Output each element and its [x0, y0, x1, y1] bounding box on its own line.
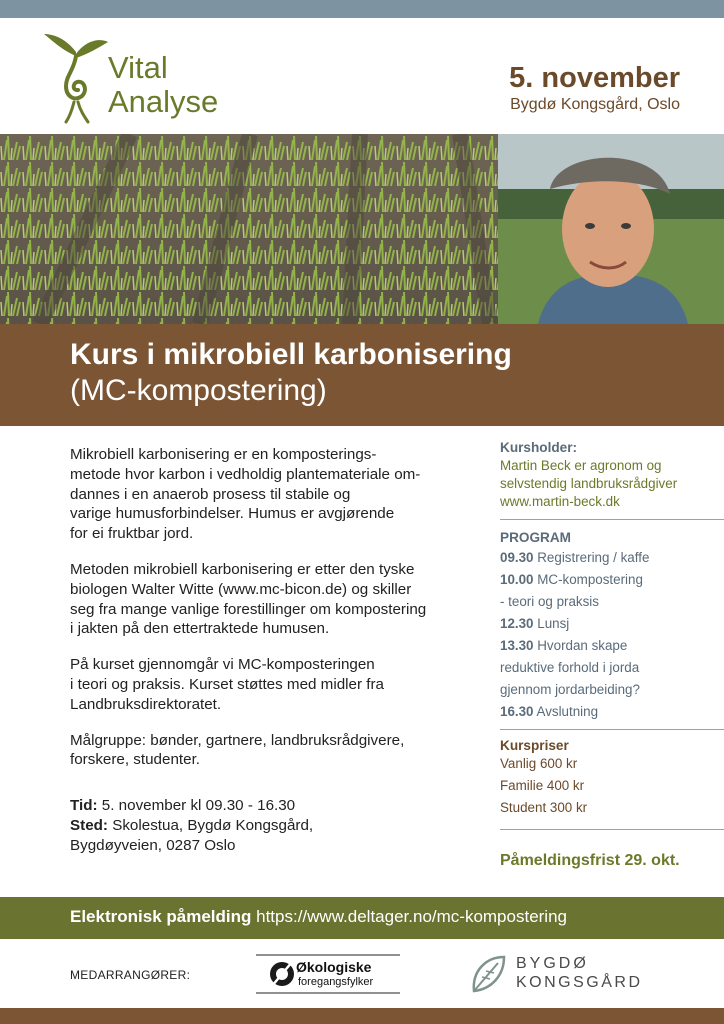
- time-line: Tid: 5. november kl 09.30 - 16.30: [70, 797, 296, 814]
- divider: [500, 729, 724, 730]
- okologiske-foregangsfylker-logo: [256, 954, 400, 994]
- bygdo-line-1: BYGDØ: [516, 955, 589, 972]
- host-line: Martin Beck er agronom og: [500, 458, 662, 473]
- place-line: Sted: Skolestua, Bygdø Kongsgård,: [70, 817, 314, 834]
- program-item: 10.00 MC-kompostering: [500, 572, 643, 587]
- top-bar: [0, 0, 724, 18]
- program-heading: PROGRAM: [500, 530, 571, 545]
- sidebar: [500, 440, 724, 830]
- program-item: gjennom jordarbeiding?: [500, 682, 640, 697]
- registration-link[interactable]: https://www.deltager.no/mc-kompostering: [256, 907, 567, 926]
- registration-label: Elektronisk påmelding: [70, 907, 252, 926]
- event-details: [70, 796, 313, 856]
- registration-deadline: Påmeldingsfrist 29. okt.: [500, 852, 680, 869]
- program-list: [500, 547, 724, 723]
- host-line: selvstendig landbruksrådgiver: [500, 476, 678, 491]
- oko-line-1: Økologiske: [296, 959, 372, 975]
- co-organizers-label: MEDARRANGØRER:: [70, 968, 191, 982]
- program-item: - teori og praksis: [500, 594, 599, 609]
- logo-word-vital: Vital: [108, 50, 168, 85]
- price-item: Familie 400 kr: [500, 778, 585, 793]
- price-item: Vanlig 600 kr: [500, 756, 578, 771]
- price-item: Student 300 kr: [500, 800, 588, 815]
- host-heading: Kursholder:: [500, 440, 578, 455]
- description-paragraph-3: På kurset gjennomgår vi MC-komposteringen i teori og praksis. Kurset støttes med midler fra Landbruksdirektoratet.: [70, 656, 384, 713]
- oko-line-2: foregangsfylker: [298, 976, 374, 988]
- description-paragraph-1: Mikrobiell karbonisering er en komposterings- metode hvor karbon i vedholdig plantemateriale om- dannes i en anaerob prosess til stabile og varige humusforbindelser. Humus er avgjørende for ei fruktbar jord.: [70, 446, 421, 543]
- bottom-bar: [0, 1008, 724, 1024]
- program-item: 09.30 Registrering / kaffe: [500, 550, 650, 565]
- target-group: Målgruppe: bønder, gartnere, landbruksrådgivere, forskere, studenter.: [70, 731, 405, 769]
- sprout-icon: [44, 30, 108, 125]
- divider: [500, 829, 724, 830]
- field-photo: [0, 134, 498, 324]
- bygdo-line-2: KONGSGÅRD: [516, 974, 643, 991]
- price-list: [500, 753, 724, 819]
- prices-heading: Kurspriser: [500, 738, 569, 753]
- instructor-portrait: [498, 134, 724, 324]
- bygdo-kongsgard-logo: [468, 953, 668, 995]
- event-place: Bygdø Kongsgård, Oslo: [510, 96, 680, 113]
- program-item: 16.30 Avslutning: [500, 704, 599, 719]
- program-item: 12.30 Lunsj: [500, 616, 570, 631]
- course-subtitle: (MC-kompostering): [70, 374, 327, 407]
- place-line-2: Bygdøyveien, 0287 Oslo: [70, 837, 236, 854]
- event-date: 5. november: [509, 62, 680, 94]
- registration-line: [70, 907, 567, 927]
- course-title: Kurs i mikrobiell karbonisering: [70, 338, 512, 371]
- course-description: [70, 445, 480, 786]
- logo-word-analyse: Analyse: [108, 84, 219, 119]
- host-info: [500, 457, 724, 511]
- host-website-link[interactable]: www.martin-beck.dk: [500, 494, 620, 509]
- leaf-icon: [468, 953, 508, 995]
- vital-analyse-logo: [44, 30, 244, 125]
- description-paragraph-2: Metoden mikrobiell karbonisering er etter den tyske biologen Walter Witte (www.mc-bicon.de) og skiller seg fra mange vanlige forestillinger om kompostering i jakten på den ettertraktede humusen.: [70, 560, 427, 638]
- program-item: 13.30 Hvordan skape: [500, 638, 628, 653]
- program-item: reduktive forhold i jorda: [500, 660, 640, 675]
- divider: [500, 519, 724, 520]
